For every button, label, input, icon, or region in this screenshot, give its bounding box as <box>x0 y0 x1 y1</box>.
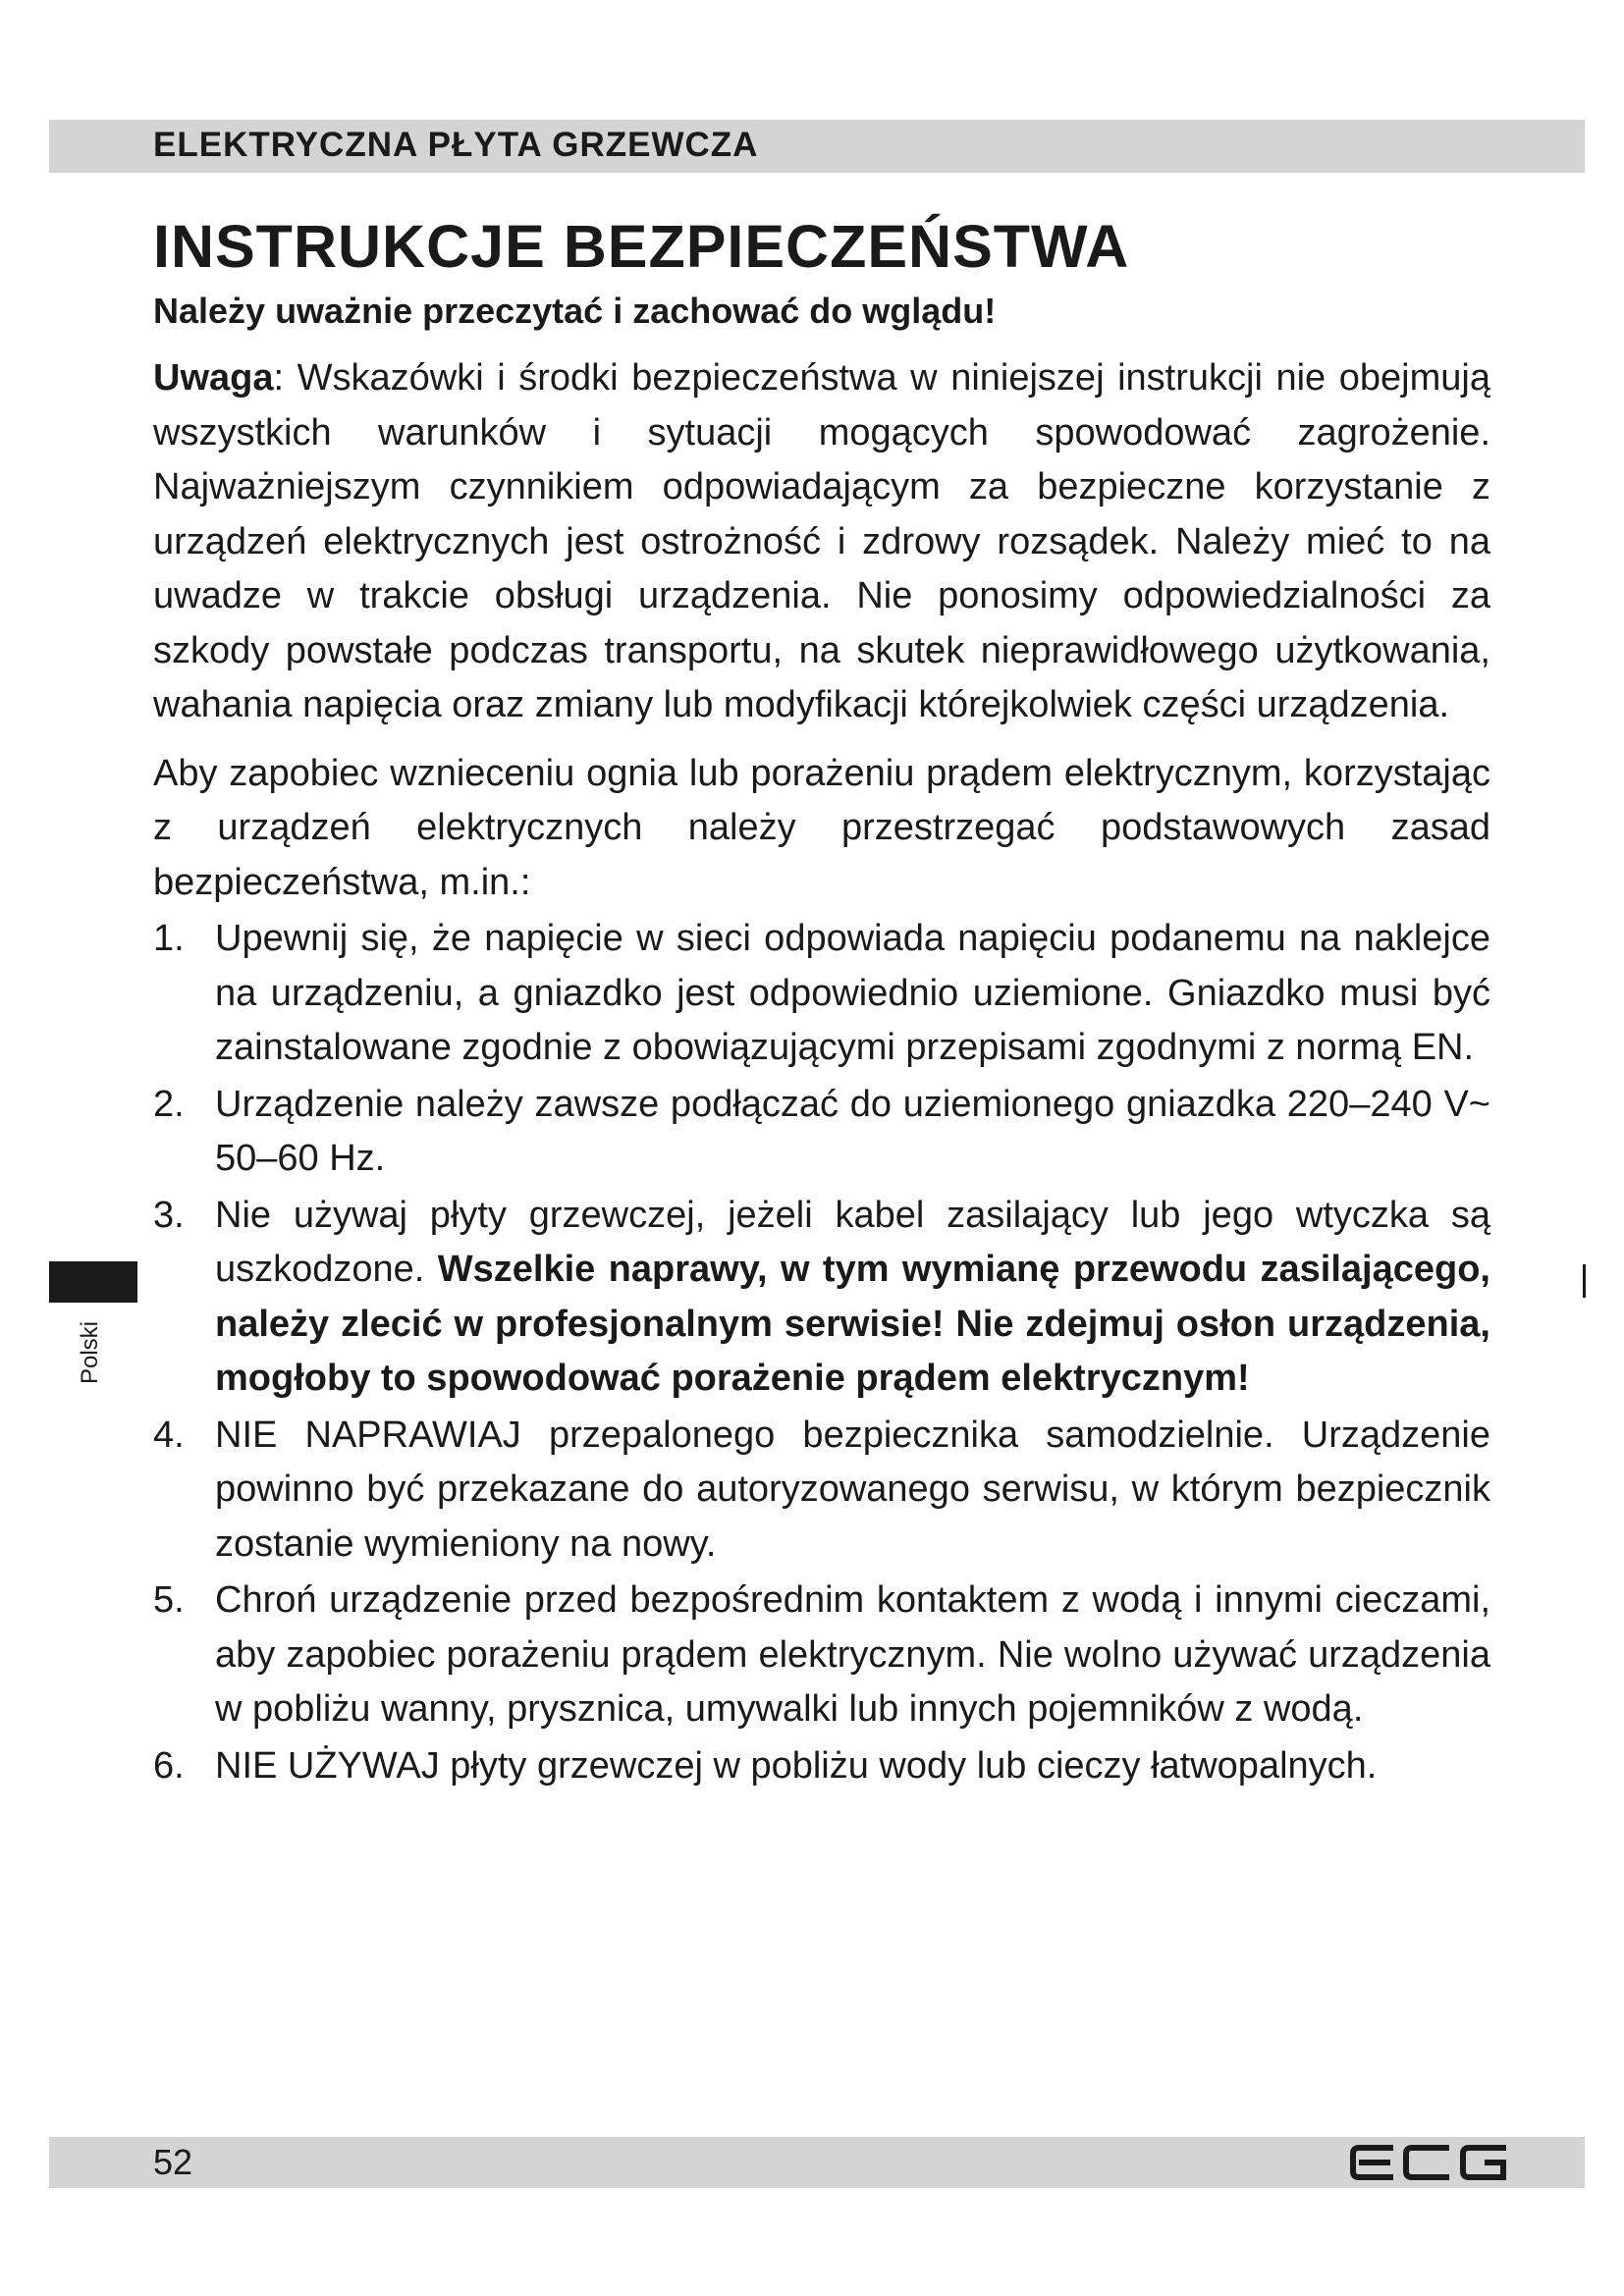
list-item-number: 3. <box>153 1194 185 1236</box>
list-item-number: 6. <box>153 1744 185 1787</box>
list-item <box>153 1574 1490 1737</box>
ecg-logo <box>1349 2143 1511 2182</box>
list-item-text: Chroń urządzenie przed bezpośrednim kontaktem z wodą i innymi cieczami, aby zapobiec porażeniu prądem elektrycznym. Nie wolno używać urządzenia w pobliżu wanny, prysznica, umywalki lub innych pojemników z wodą. <box>215 1579 1490 1730</box>
page-number: 52 <box>153 2142 193 2182</box>
margin-mark <box>1583 1264 1586 1298</box>
intro-paragraph: Aby zapobiec wznieceniu ognia lub porażeniu prądem elektrycznym, korzystając z urządzeń elektrycznych należy przestrzegać podstawowych zasad bezpieczeństwa, m.in.: <box>153 752 1490 903</box>
main-content <box>153 206 1490 1795</box>
language-tab-marker <box>49 1261 137 1303</box>
list-item <box>153 1078 1490 1187</box>
warning-label: Uwaga <box>153 357 274 399</box>
list-item <box>153 1739 1490 1794</box>
footer-bar <box>49 2137 1585 2188</box>
subtitle: Należy uważnie przeczytać i zachować do wglądu! <box>153 291 997 331</box>
list-item-number: 4. <box>153 1414 185 1456</box>
list-item-text: Urządzenie należy zawsze podłączać do uziemionego gniazdka 220–240 V~ 50–60 Hz. <box>215 1083 1490 1179</box>
list-item-number: 5. <box>153 1579 185 1621</box>
language-label: Polski <box>77 1320 103 1385</box>
list-item-bold-text: Wszelkie naprawy, w tym wymianę przewodu zasilającego, należy zlecić w profesjonalnym serwisie! Nie zdejmuj osłon urządzenia, mogłoby to spowodować porażenie prądem elektrycznym! <box>215 1249 1490 1399</box>
list-item <box>153 1409 1490 1573</box>
safety-list <box>153 912 1490 1793</box>
list-item-number: 1. <box>153 918 185 959</box>
warning-paragraph <box>153 351 1490 733</box>
warning-text: : Wskazówki i środki bezpieczeństwa w niniejszej instrukcji nie obejmują wszystkich warunków i sytuacji mogących spowodować zagrożenie. Najważniejszym czynnikiem odpowiadającym za bezpieczne korzystanie z urządzeń elektrycznych jest ostrożność i zdrowy rozsądek. Należy mieć to na uwadze w trakcie obsługi urządzenia. Nie ponosimy odpowiedzialności za szkody powstałe podczas transportu, na skutek nieprawidłowego użytkowania, wahania napięcia oraz zmiany lub modyfikacji którejkolwiek części urządzenia. <box>153 357 1490 725</box>
page-title: INSTRUKCJE BEZPIECZEŃSTWA <box>153 213 1130 280</box>
list-item <box>153 1189 1490 1407</box>
list-item-number: 2. <box>153 1083 185 1125</box>
list-item-text: Upewnij się, że napięcie w sieci odpowiada napięciu podanemu na naklejce na urządzeniu, a gniazdko jest odpowiednio uziemione. Gniazdko musi być zainstalowane zgodnie z obowiązującymi przepisami zgodnymi z normą EN. <box>215 918 1490 1068</box>
list-item <box>153 912 1490 1076</box>
list-item-text: NIE UŻYWAJ płyty grzewczej w pobliżu wody lub cieczy łatwopalnych. <box>215 1744 1378 1787</box>
list-item-text: NIE NAPRAWIAJ przepalonego bezpiecznika samodzielnie. Urządzenie powinno być przekazane do autoryzowanego serwisu, w którym bezpiecznik zostanie wymieniony na nowy. <box>215 1414 1490 1565</box>
list-item-text: Nie używaj płyty grzewczej, jeżeli kabel zasilający lub jego wtyczka są uszkodzone. <box>215 1194 1490 1290</box>
header-bar <box>49 120 1585 173</box>
header-title: ELEKTRYCZNA PŁYTA GRZEWCZA <box>153 126 759 164</box>
